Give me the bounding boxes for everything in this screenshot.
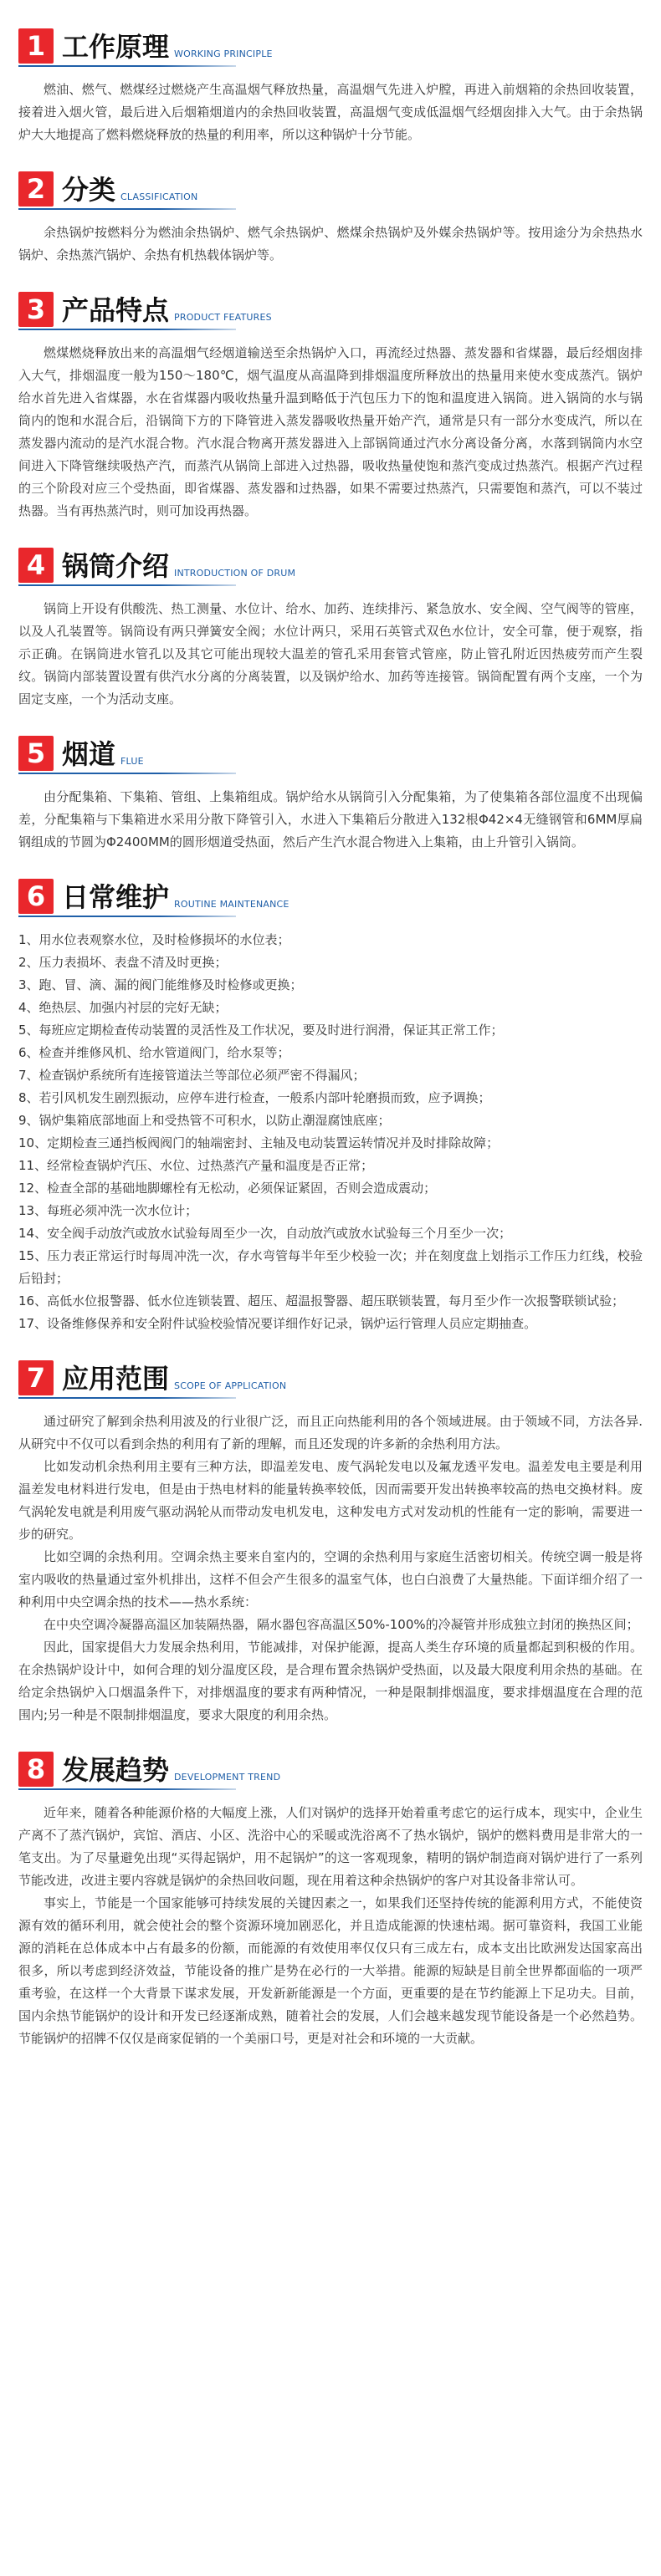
section-title: 工作原理 (62, 31, 170, 63)
section-header (0, 732, 661, 771)
section-paragraph: 燃油、燃气、燃煤经过燃烧产生高温烟气释放热量，高温烟气先进入炉膛，再进入前烟箱的余热回收装置，接着进入烟火管，最后进入后烟箱烟道内的余热回收装置，高温烟气变成低温烟气经烟囱排入大气。由于余热锅炉大大地提高了燃料燃烧释放的热量的利用率，所以这种锅炉十分节能。 (18, 82, 643, 142)
section-english-title: WORKING PRINCIPLE (174, 48, 273, 59)
section-number-badge: 4 (18, 548, 54, 583)
section-body (18, 1410, 643, 1727)
section-number-badge: 2 (18, 171, 54, 207)
maintenance-list-item: 17、设备维修保养和安全附件试验校验情况要详细作好记录，锅炉运行管理人员应定期抽查。 (18, 1316, 537, 1331)
maintenance-list-item: 2、压力表损坏、表盘不清及时更换； (18, 955, 228, 970)
section-header (0, 168, 661, 207)
article-section (0, 1748, 661, 2072)
maintenance-list-item: 7、检查锅炉系统所有连接管道法兰等部位必须严密不得漏风； (18, 1068, 366, 1083)
section-title: 产品特点 (62, 294, 170, 326)
section-body (18, 79, 643, 146)
section-body (18, 342, 643, 523)
section-paragraph: 事实上，节能是一个国家能够可持续发展的关键因素之一，如果我们还坚持传统的能源利用方式，不能使资源有效的循环利用，就会使社会的整个资源环境加剧恶化，并且造成能源的快速枯竭。据可靠资料，我国工业能源的消耗在总体成本中占有最多的份额，而能源的有效使用率仅仅只有三成左右，成本支出比欧洲发达国家高出很多，所以考虑到经济效益，节能设备的推广是势在必行的一大举措。能源的短缺是目前全世界都面临的一项严重考验，在这样一个大背景下谋求发展，开发新新能源是一个方面，更重要的是在节约能源上下足功夫。目前，国内余热节能锅炉的设计和开发已经逐渐成熟，随着社会的发展，人们会越来越发现节能设备是一个必然趋势。节能锅炉的招牌不仅仅是商家促销的一个美丽口号，更是对社会和环境的一大贡献。 (18, 1895, 643, 2046)
section-body (18, 929, 643, 1335)
section-title: 烟道 (62, 738, 116, 770)
article-section (0, 288, 661, 544)
section-english-title: INTRODUCTION OF DRUM (174, 568, 296, 579)
section-header (0, 25, 661, 64)
section-underline (18, 916, 236, 917)
section-english-title: DEVELOPMENT TREND (174, 1772, 281, 1783)
section-header (0, 1357, 661, 1395)
maintenance-list-item: 9、锅炉集箱底部地面上和受热管不可积水，以防止潮湿腐蚀底座； (18, 1113, 391, 1128)
section-english-title: CLASSIFICATION (120, 191, 198, 202)
section-english-title: ROUTINE MAINTENANCE (174, 899, 290, 910)
section-title: 应用范围 (62, 1363, 170, 1395)
article-section (0, 732, 661, 875)
section-paragraph: 在中央空调冷凝器高温区加装隔热器，隔水器包容高温区50%-100%的冷凝管并形成独立封闭的换热区间； (44, 1617, 639, 1632)
section-paragraph: 锅筒上开设有供酸洗、热工测量、水位计、给水、加药、连续排污、紧急放水、安全阀、空气阀等的管座，以及人孔装置等。锅筒设有两只弹簧安全阀；水位计两只，采用石英管式双色水位计，安全可靠，便于观察，指示正确。在锅筒进水管孔以及其它可能出现较大温差的管孔采用套管式管座，防止管孔附近因热疲劳而产生裂纹。锅筒内部装置设置有供汽水分离的分离装置，以及锅炉给水、加药等连接管。锅筒配置有两个支座，一个为固定支座，一个为活动支座。 (18, 601, 643, 706)
maintenance-list-item: 15、压力表正常运行时每周冲洗一次，存水弯管每半年至少校验一次；并在刻度盘上划指示工作压力红线，校验后铅封； (18, 1248, 643, 1286)
section-number-badge: 5 (18, 736, 54, 771)
section-title: 锅筒介绍 (62, 550, 170, 582)
section-underline (18, 329, 236, 330)
article-section (0, 25, 661, 168)
section-number-badge: 3 (18, 292, 54, 327)
section-body (18, 222, 643, 267)
section-english-title: FLUE (120, 756, 144, 767)
article-section (0, 1357, 661, 1748)
section-underline (18, 65, 236, 67)
maintenance-list-item: 8、若引风机发生剧烈振动，应停车进行检查，一般系内部叶轮磨损而致，应予调换； (18, 1090, 491, 1105)
maintenance-list-item: 11、经常检查锅炉汽压、水位、过热蒸汽产量和温度是否正常； (18, 1158, 374, 1173)
maintenance-list-item: 10、定期检查三通挡板阀阀门的轴端密封、主轴及电动装置运转情况并及时排除故障； (18, 1135, 500, 1150)
section-title: 发展趋势 (62, 1754, 170, 1786)
maintenance-list-item: 14、安全阀手动放汽或放水试验每周至少一次，自动放汽或放水试验每三个月至少一次； (18, 1226, 512, 1241)
section-body (18, 1802, 643, 2050)
article-section (0, 875, 661, 1357)
section-paragraph: 比如发动机余热利用主要有三种方法，即温差发电、废气涡轮发电以及氟龙透平发电。温差发电主要是利用温差发电材料进行发电，但是由于热电材料的能量转换率较低，因而需要开发出转换率较高的热电交换材料。废气涡轮发电就是利用废气驱动涡轮从而带动发电机发电，这种发电方式对发动机的性能有一定的影响，需要进一步的研究。 (18, 1459, 643, 1542)
section-header (0, 875, 661, 914)
section-english-title: PRODUCT FEATURES (174, 312, 272, 323)
maintenance-list-item: 1、用水位表观察水位，及时检修损坏的水位表； (18, 932, 290, 947)
section-body (18, 598, 643, 711)
maintenance-list-item: 3、跑、冒、滴、漏的阀门能维修及时检修或更换； (18, 977, 303, 992)
section-number-badge: 8 (18, 1752, 54, 1787)
section-paragraph: 燃煤燃烧释放出来的高温烟气经烟道输送至余热锅炉入口，再流经过热器、蒸发器和省煤器，最后经烟囱排入大气，排烟温度一般为150～180℃，烟气温度从高温降到排烟温度所释放出的热量用来使水变成蒸汽。锅炉给水首先进入省煤器，水在省煤器内吸收热量升温到略低于汽包压力下的饱和温度进入锅筒。进入锅筒的水与锅筒内的饱和水混合后，沿锅筒下方的下降管进入蒸发器吸收热量开始产汽，通常是只有一部分水变成汽，所以在蒸发器内流动的是汽水混合物。汽水混合物离开蒸发器进入上部锅筒通过汽水分离设备分离，水落到锅筒内水空间进入下降管继续吸热产汽，而蒸汽从锅筒上部进入过热器，吸收热量使饱和蒸汽变成过热蒸汽。根据产汽过程的三个阶段对应三个受热面，即省煤器、蒸发器和过热器，如果不需要过热蒸汽，只需要饱和蒸汽，可以不装过热器。当有再热蒸汽时，则可加设再热器。 (18, 345, 643, 518)
article-section (0, 168, 661, 288)
section-paragraph: 因此，国家提倡大力发展余热利用，节能减排，对保护能源，提高人类生存环境的质量都起到积极的作用。在余热锅炉设计中，如何合理的划分温度区段，是合理布置余热锅炉受热面，以及最大限度利用余热的基础。在给定余热锅炉入口烟温条件下，对排烟温度的要求有两种情况，一种是限制排烟温度，要求排烟温度在合理的范围内;另一种是不限制排烟温度，要求大限度的利用余热。 (18, 1640, 643, 1722)
maintenance-list-item: 5、每班应定期检查传动装置的灵活性及工作状况，要及时进行润滑，保证其正常工作； (18, 1023, 504, 1038)
section-paragraph: 由分配集箱、下集箱、管组、上集箱组成。锅炉给水从锅筒引入分配集箱，为了使集箱各部位温度不出现偏差，分配集箱与下集箱进水采用分散下降管引入，水进入下集箱后分散进入132根Φ42×4无缝钢管和6MM厚扁钢组成的节圆为Φ2400MM的圆形烟道受热面，然后产生汽水混合物进入上集箱，由上升管引入锅筒。 (18, 789, 643, 849)
maintenance-list-item: 16、高低水位报警器、低水位连锁装置、超压、超温报警器、超压联锁装置，每月至少作一次报警联锁试验； (18, 1293, 625, 1308)
maintenance-list-item: 12、检查全部的基础地脚螺栓有无松动，必须保证紧固，否则会造成震动； (18, 1181, 437, 1196)
section-title: 分类 (62, 174, 116, 206)
section-number-badge: 7 (18, 1360, 54, 1395)
maintenance-list-item: 13、每班必须冲洗一次水位计； (18, 1203, 198, 1218)
article-section (0, 544, 661, 732)
maintenance-list-item: 6、检查并维修风机、给水管道阀门，给水泵等； (18, 1045, 290, 1060)
section-underline (18, 208, 236, 210)
section-paragraph: 通过研究了解到余热利用波及的行业很广泛，而且正向热能利用的各个领域进展。由于领域不同，方法各异. 从研究中不仅可以看到余热的利用有了新的理解，而且还发现的许多新的余热利用方法。 (18, 1414, 643, 1451)
section-underline (18, 584, 236, 586)
section-body (18, 786, 643, 854)
section-paragraph: 近年来，随着各种能源价格的大幅度上涨，人们对锅炉的选择开始着重考虑它的运行成本，现实中，企业生产离不了蒸汽锅炉，宾馆、酒店、小区、洗浴中心的采暖或洗浴离不了热水锅炉，锅炉的燃料费用是非常大的一笔支出。为了尽量避免出现“买得起锅炉，用不起锅炉”的这一客观现象，精明的锅炉制造商对锅炉进行了一系列节能改进，改进主要内容就是锅炉的余热回收问题，现在用着这种余热锅炉的客户对其设备非常认可。 (18, 1805, 643, 1888)
section-underline (18, 1788, 236, 1790)
section-paragraph: 余热锅炉按燃料分为燃油余热锅炉、燃气余热锅炉、燃煤余热锅炉及外媒余热锅炉等。按用途分为余热热水锅炉、余热蒸汽锅炉、余热有机热载体锅炉等。 (18, 225, 643, 263)
section-header (0, 1748, 661, 1787)
section-underline (18, 773, 236, 774)
maintenance-list-item: 4、绝热层、加强内衬层的完好无缺； (18, 1000, 228, 1015)
section-header (0, 288, 661, 327)
section-number-badge: 6 (18, 879, 54, 914)
section-number-badge: 1 (18, 28, 54, 64)
section-english-title: SCOPE OF APPLICATION (174, 1380, 287, 1391)
section-paragraph: 比如空调的余热利用。空调余热主要来自室内的，空调的余热利用与家庭生活密切相关。传统空调一般是将室内吸收的热量通过室外机排出，这样不但会产生很多的温室气体，也白白浪费了大量热能。下面详细介绍了一种利用中央空调余热的技术——热水系统： (18, 1549, 643, 1609)
section-underline (18, 1397, 236, 1399)
section-header (0, 544, 661, 583)
section-title: 日常维护 (62, 881, 170, 913)
